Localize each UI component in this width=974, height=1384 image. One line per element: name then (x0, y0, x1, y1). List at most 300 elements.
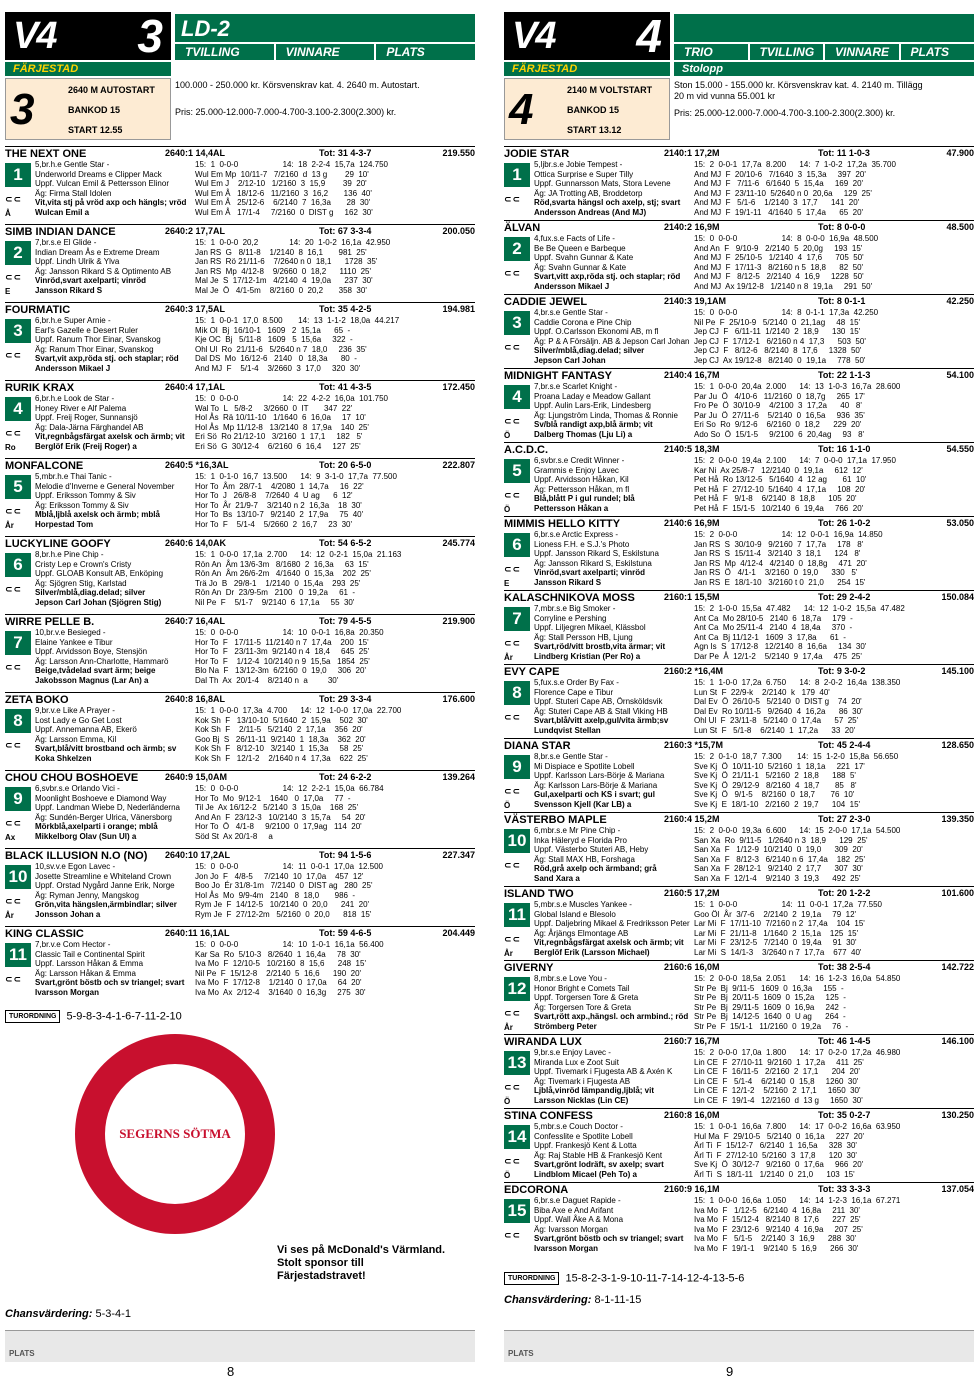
horse-record: 2640:4 17,1AL (165, 382, 226, 392)
horse-info-line: 6,svbr.s.e Credit Winner - (534, 456, 625, 465)
shoe-icon: ⊂⊂ (5, 897, 23, 907)
start-line: Kje OC Bj 5/11-8 1609 5 15,6a 322 - (195, 335, 353, 345)
chans-value: 8-1-11-15 (594, 1294, 642, 1306)
race-bankod: BANKOD 15 (567, 105, 620, 115)
horse-info-line: Sand Xara a (534, 873, 580, 883)
horse-info (35, 940, 195, 998)
horse-record: 2160:8 16,0M (664, 1110, 720, 1120)
start-line: Dal Th Ax 20/1-4 8/2140 n a 30' (195, 675, 339, 685)
horse-starts (195, 238, 475, 296)
sponsor-badge-text: SEGERNS SÖTMA (105, 1064, 245, 1204)
start-number: 9 (504, 755, 530, 779)
horse-info-line: 8,br.h.e Pine Chip - (35, 550, 104, 559)
horse-info (534, 308, 694, 366)
horse-earnings: 101.600 (941, 888, 974, 898)
start-line: Söd St Ax 20/1-8 a (195, 831, 329, 841)
start-line: Wal To L 5/8-2 3/2660 0 IT 347 22' (195, 403, 353, 413)
horse-info-line: Uppf. Torgersen Tore & Greta (534, 993, 639, 1003)
horse-earnings: 172.450 (442, 382, 475, 392)
start-line: Boo Jo Ér 31/8-1m 7/2140 0 DIST ag 280 25' (195, 881, 373, 891)
horse-info-line: Äg: Svahn Gunnar & Kate (534, 262, 627, 272)
horse-record: 2160:7 16,7M (664, 1036, 720, 1046)
turordning (5, 1010, 475, 1026)
horse-info-line: Äg: Jansson Rikard S & Optimento AB (35, 266, 172, 276)
horse-info-line: Äg: P & A Försäljn. AB & Jepson Carl Johan (534, 336, 690, 346)
start-number: 1 (504, 163, 530, 187)
horse-info-line: Grön,vita hängslen,ärmbindlar; silver (35, 900, 177, 910)
chansvardering (504, 1294, 641, 1306)
start-line: Hor To F 5/1-4 5/2660 2 16,7 23 30' (195, 519, 353, 529)
horse-info-line: Andersson Andreas (And MJ) (534, 207, 647, 217)
start-line: Fro Pe Ö 30/10-9 4/2100 3 17,2a 40 8' (694, 401, 862, 411)
start-line: Goo Bj S 26/11-11 9/2140 1 18,3a 362 20' (195, 734, 366, 744)
horse-starts (694, 160, 974, 218)
horse-starts (195, 550, 475, 608)
start-line: Wul Em Å 17/1-4 7/2160 0 DIST g 162 30' (195, 207, 373, 217)
horse-info-line: Moonlight Boshoeve e Diamond Way (35, 793, 167, 803)
start-line: Iva Mo Ax 2/12-4 3/1640 0 16,3g 275 30' (195, 987, 366, 997)
start-line: Ant Ca Mo 25/11-4 2140 4 18,4a 370 - (694, 623, 853, 633)
horse-entry (5, 302, 475, 380)
start-line: Nil Pe F 25/10-9 5/2140 0 21,1ag 48 15' (694, 317, 861, 327)
start-line: Nil Pe F 15/12-8 2/2140 5 16,6 190 20' (195, 968, 362, 978)
start-line: Jan RS Rö 21/11-6 7/2640 n 0 18,1 1728 35' (195, 257, 378, 267)
horse-total: Tot: 29 2-4-2 (818, 592, 871, 602)
horse-info-line: Caddie Corona e Pine Chip (534, 317, 632, 327)
start-line: 15: 0 0-0-0 14: 10 1-0-1 16,1a 56.400 (195, 940, 384, 949)
horse-total: Tot: 46 1-4-5 (818, 1036, 871, 1046)
right-page (504, 0, 974, 1384)
horse-info-line: Uppf. Wall Åke A & Mona (534, 1215, 624, 1225)
horse-info-line: Uppf. Stuteri Cape AB, Örnsköldsvik (534, 697, 663, 707)
stable-code: År (5, 911, 14, 920)
horse-info-line: 5,ljbr.s.e Jobie Tempest - (534, 160, 623, 169)
stable-code: Ö (504, 1097, 511, 1106)
horse-info-line: 9,br.v.e Like A Prayer - (35, 706, 115, 715)
start-line: And MJ F 19/1-11 4/1640 5 17,4a 65 20' (694, 207, 864, 217)
race-number: 4 (509, 85, 534, 134)
horse-entry (504, 516, 974, 590)
horse-earnings: 139.350 (941, 814, 974, 824)
horse-info (534, 1048, 694, 1106)
horse-info-line: Elaine Yankee e Tibur (35, 637, 113, 647)
horse-info (35, 784, 195, 842)
start-line: Jan RS G 8/11-8 1/2140 8 16,1 981 25' (195, 247, 367, 257)
horse-starts (694, 678, 974, 736)
turordning-value: 5-9-8-3-4-1-6-7-11-2-10 (66, 1010, 182, 1023)
start-number: 4 (5, 397, 31, 421)
horse-info-line: Grammis e Enjoy Lavec (534, 465, 619, 475)
start-line: Jan RS S 15/11-4 3/2140 3 18,1 124 8' (694, 549, 861, 559)
shoe-icon: ⊂⊂ (5, 819, 23, 829)
horse-entry (504, 960, 974, 1034)
sponsor-line-2: Stolt sponsor till Färjestadstravet! (277, 1257, 366, 1282)
race-bankod: BANKOD 15 (68, 105, 121, 115)
horse-info-line: Mörkblå,axelparti i orange; mblå (35, 822, 158, 832)
page-number: 8 (227, 1364, 235, 1379)
horse-total: Tot: 35 4-2-5 (319, 304, 372, 314)
horse-info-line: Uppf. Gunnarsson Mats, Stora Levene (534, 179, 671, 189)
start-line: Ant Ca Bj 11/12-1 1609 3 17,8a 61 - (694, 632, 846, 642)
horse-record: 2640:8 16,8AL (165, 694, 226, 704)
horse-info-line: Mblå,ljblå axelsk och ärmb; mblå (35, 510, 160, 520)
horse-info-line: 5,mbr.s.e Couch Doctor - (534, 1122, 623, 1131)
horse-info-line: Jepson Carl Johan (Sjögren Stig) (35, 597, 162, 607)
start-number: 11 (5, 943, 31, 967)
horse-info-line: Äg: Torgersen Tore & Greta (534, 1002, 632, 1012)
start-line: 15: 0 0-0-0 14: 8 0-0-0 16,9a 48.500 (694, 234, 879, 243)
horse-earnings: 142.722 (941, 962, 974, 972)
plats-strip (504, 1330, 974, 1362)
game-banner (175, 14, 475, 60)
horse-info-line: 6,br.h.e Super Arnie - (35, 316, 111, 325)
horse-info-line: Dalberg Thomas (Lju Li) a (534, 429, 633, 439)
horse-info-line: Blå,blått P i gul rundel; blå (534, 494, 635, 504)
start-number: 4 (504, 385, 530, 409)
horse-info-line: 8,mbr.s.e Love You - (534, 974, 607, 983)
start-line: Ant Ca Mo 28/10-5 2140 6 18,7a 179 - (694, 613, 853, 623)
horse-info-line: Svart,blå/vitt axelp,gul/vita ärmb;sv (534, 716, 669, 726)
start-number: 1 (5, 163, 31, 187)
horse-info-line: 9,br.s.e Enjoy Lavec - (534, 1048, 611, 1057)
horse-info-line: Äg: Sjögren Stig, Karlstad (35, 578, 127, 588)
shoe-icon: ⊂⊂ (504, 565, 522, 575)
horse-info-line: Svart,grönt böstb och sv triangel; svart (534, 1234, 684, 1244)
start-number: 2 (504, 237, 530, 261)
race-condition: 100.000 - 250.000 kr. Körsvenskrav kat. 4. 2640 m. Autostart. (175, 80, 420, 90)
chans-label: Chansvärdering: (5, 1308, 93, 1320)
horse-total: Tot: 22 1-1-3 (818, 370, 871, 380)
horse-entry (504, 294, 974, 368)
horse-info-line: Lost Lady e Go Get Lost (35, 715, 122, 725)
start-line: Jan RS S 30/10-9 9/2160 7 17,7a 178 8' (694, 539, 864, 549)
start-line: Iva Mo F 15/12-4 8/2140 8 17,6 227 25' (694, 1215, 861, 1225)
horse-info-line: Uppf. O.Carlsson Ekonomi AB, m fl (534, 327, 659, 337)
horse-info-line: 5,mbr.h.e Thai Tanic - (35, 472, 112, 481)
horse-info-line: Classic Tail e Continental Spirit (35, 949, 145, 959)
start-line: Sve Kj Ö 21/11-1 5/2160 2 18,8 188 5' (694, 771, 856, 781)
shoe-icon: ⊂⊂ (504, 787, 522, 797)
horse-info (534, 1122, 694, 1180)
horse-info-line: Florence Cape e Tibur (534, 687, 614, 697)
stable-code: Ax (5, 833, 16, 842)
horse-total: Tot: 67 3-3-4 (319, 226, 372, 236)
horse-total: Tot: 26 1-0-2 (818, 518, 871, 528)
horse-total: Tot: 33 3-3-3 (818, 1184, 871, 1194)
horse-total: Tot: 24 6-2-2 (319, 772, 372, 782)
horse-info-line: Äg: Ljungström Linda, Thomas & Ronnie (534, 410, 678, 420)
start-line: Wul Em J 2/12-10 1/2160 3 15,9 39 20' (195, 179, 367, 189)
start-line: Jep CJ F 8/12-6 8/2140 8 17,6 1328 50' (694, 346, 862, 356)
horse-name: THE NEXT ONE (5, 148, 87, 160)
left-page (5, 0, 475, 1384)
horse-earnings: 194.981 (442, 304, 475, 314)
horse-info-line: Ivarsson Morgan (534, 1243, 599, 1253)
horse-total: Tot: 29 3-3-4 (319, 694, 372, 704)
horse-starts (694, 974, 974, 1032)
horse-entry (504, 1108, 974, 1182)
start-line: Lun St F 22/9-k 2/2140 k 179 40' (694, 687, 830, 697)
horse-info-line: 7,br.s.e El Glide - (35, 238, 97, 247)
start-number: 15 (504, 1199, 530, 1223)
start-line: Trä Jo B 29/8-1 1/2140 0 15,4a 293 25' (195, 578, 361, 588)
horse-info-line: Silver/mblå,diag.delad; silver (35, 588, 146, 598)
bet-type: VINNARE (274, 44, 375, 60)
horse-info-line: 6,mbr.s.e Mr Pine Chip - (534, 826, 621, 835)
start-line: Hol Ås Mo 9/9-4m 2140 8 18,0 986 - (195, 890, 356, 900)
start-line: 15: 0 0-0-0 14: 12 2-2-1 15,0a 66.784 (195, 784, 384, 793)
sponsor-text (277, 1244, 447, 1283)
horse-info-line: Uppf. Larsson Håkan & Emma (35, 959, 144, 969)
stable-code: Ro (5, 443, 16, 452)
horse-info-line: Ljblå,vinröd lämpandig,ljblå; vit (534, 1086, 655, 1096)
start-line: 15: 2 0-0-1 17,7a 8.200 14: 7 1-0-2 17,2a 35.700 (694, 160, 896, 169)
start-line: Lin CE F 12/1-2 5/2160 2 17,1 1650 30' (694, 1086, 861, 1096)
start-line: Hor To Åm 28/7-1 4/2080 1 14,7a 16 22' (195, 481, 364, 491)
horse-entry (5, 770, 475, 848)
start-line: Pet Hå Ro 13/12-5 5/1640 4 12 ag 61 10' (694, 475, 867, 485)
horse-info-line: Horpestad Tom (35, 519, 94, 529)
horse-earnings: 139.264 (442, 772, 475, 782)
horse-info-line: Ottica Surprise e Super Tilly (534, 169, 634, 179)
start-number: 2 (5, 241, 31, 265)
horse-name: WIRANDA LUX (504, 1036, 582, 1048)
stable-code: E (5, 287, 11, 296)
horse-earnings: 128.650 (941, 740, 974, 750)
race-conditions (175, 80, 475, 118)
race-prizes: Pris: 25.000-12.000-7.000-4.700-3.100-2.300(2.300) kr. (175, 107, 397, 117)
start-line: Hor To F 1/12-4 10/2140 n 9 15,5a 1854 25' (195, 656, 370, 666)
start-line: San Xa F 1/12-9 10/2140 0 19,0 309 20' (694, 845, 863, 855)
start-line: Til Je Ax 16/12-2 5/2140 3 15,0a 168 25' (195, 803, 359, 813)
horse-record: 2640:7 16,4AL (165, 616, 226, 626)
horse-info-line: Uppf. Eriksson Tommy & Siv (35, 491, 136, 501)
start-line: Ohl Ul Ro 21/11-6 5/2640 n 7 18,0 236 35' (195, 344, 367, 354)
horse-record: 2640:3 17,5AL (165, 304, 226, 314)
turordning-value: 15-8-2-3-1-9-10-11-7-14-12-4-13-5-6 (565, 1272, 745, 1285)
start-line: Str Pe F 15/1-1 11/2160 0 19,2a 76 - (694, 1021, 849, 1031)
start-number: 7 (5, 631, 31, 655)
horse-info-line: Strömberg Peter (534, 1021, 597, 1031)
start-line: 15: 2 0-0-0 19,4a 2.100 14: 7 0-0-0 17,1a 17.950 (694, 456, 896, 465)
horse-info-line: Äg: Årjängs Elmontage AB (534, 928, 629, 938)
horse-info-line: Uppf. Freij Roger, Sunnansjö (35, 413, 138, 423)
race-start: START 13.12 (567, 125, 622, 135)
start-line: Ärl Ti S 18/1-11 1/2140 0 21,0 103 15' (694, 1169, 855, 1179)
shoe-icon: ⊂⊂ (504, 935, 522, 945)
horse-record: 2160:5 17,2M (664, 888, 720, 898)
start-line: Sve Kj Ö 9/1-5 8/2160 0 18,7 76 10' (694, 790, 855, 800)
horse-record: 2640:5 *16,3AL (165, 460, 229, 470)
horse-earnings: 54.100 (946, 370, 974, 380)
start-line: 15: 2 0-0-0 17,0a 1.800 14: 17 0-2-0 17,2a 46.980 (694, 1048, 901, 1057)
v4-logo: V4 4 (504, 12, 670, 60)
start-line: Jep CJ F 17/12-1 6/2160 n 4 17,3 503 50' (694, 336, 866, 346)
horse-total: Tot: 8 0-0-0 (818, 222, 866, 232)
start-line: Goo Öl År 3/7-6 2/2140 2 19,1a 79 12' (694, 909, 857, 919)
start-line: Str Pe Bj 20/11-5 1609 0 15,2a 125 - (694, 993, 846, 1003)
horse-entry (5, 458, 475, 536)
bet-type: PLATS (374, 44, 475, 60)
horse-info-line: Berglöf Erik (Larsson Michael) (534, 947, 650, 957)
start-line: 15: 0 0-0-0 14: 8 0-1-1 17,3a 42.250 (694, 308, 879, 317)
horse-total: Tot: 59 4-6-5 (319, 928, 372, 938)
horse-info-line: Uppf. Vulcan Emil & Pettersson Elinor (35, 179, 169, 189)
horse-record: 2640:1 14,4AL (165, 148, 226, 158)
sponsor-badge (75, 1034, 275, 1234)
start-line: Jep CJ F 6/11-11 1/2140 2 18,9 130 15' (694, 327, 861, 337)
horse-info (534, 604, 694, 662)
start-line: Dal Ev Ro 10/11-5 9/2640 4 16,2a 86 30' (694, 706, 863, 716)
horse-info-line: Andersson Mikael J (35, 363, 111, 373)
game-banner (674, 14, 974, 60)
horse-info-line: Andersson Mikael J (534, 281, 610, 291)
horse-info-line: Jansson Rikard S (35, 285, 103, 295)
horse-earnings: 145.100 (941, 666, 974, 676)
horse-starts (694, 752, 974, 810)
horse-entry (504, 1182, 974, 1256)
horse-info-line: Koka Shkelzen (35, 753, 92, 763)
stable-code: År (5, 521, 14, 530)
horse-info-line: Silver/mblå,diag.delad; silver (534, 346, 645, 356)
start-line: 15: 1 0-0-1 17,0 8.500 14: 13 1-1-2 18,0a 44.217 (195, 316, 400, 325)
horse-info-line: Mikkelborg Olav (Sun Ul) a (35, 831, 137, 841)
start-line: Mal Je S 17/12-1m 4/2140 4 19,0a 237 30' (195, 276, 373, 286)
shoe-icon: ⊂⊂ (504, 1083, 522, 1093)
start-number: 8 (504, 681, 530, 705)
horse-starts (195, 784, 475, 842)
start-line: Dal Ev Ö 26/10-5 5/2140 0 DIST g 74 20' (694, 697, 862, 707)
horse-info (35, 316, 195, 374)
horse-earnings: 42.250 (946, 296, 974, 306)
turordning-label: TURORDNING (504, 1272, 559, 1285)
start-line: Iva Mo F 23/12-6 9/2140 4 16,9a 207 25' (694, 1224, 863, 1234)
start-line: 15: 2 0-1-0 18,7 7.300 14: 15 1-2-0 15,8a 56.650 (694, 752, 899, 761)
start-line: Hol Ås Mp 11/12-8 13/2140 8 17,9a 140 25' (195, 422, 369, 432)
horse-info-line: Uppf. Liljegren Mikael, Klässbol (534, 623, 646, 633)
start-line: 15: 1 0-0-0 20,2 14: 20 1-0-2 16,1a 42.950 (195, 238, 391, 247)
horse-info-line: Mi Dispiace e Spotlite Lobell (534, 761, 635, 771)
start-line: Str Pe Bj 9/11-5 1609 0 16,3a 155 - (694, 983, 844, 993)
horse-info-line: Jakobsson Magnus (Lar An) a (35, 675, 149, 685)
stable-code: År (504, 1023, 513, 1032)
race-distance: 2140 M VOLTSTART (567, 85, 653, 95)
shoe-icon: ⊂⊂ (5, 975, 23, 985)
horse-info (35, 472, 195, 530)
horse-starts (694, 456, 974, 514)
bet-type: PLATS (899, 44, 974, 60)
horse-info-line: Äg: Tivemark i Fjugesta AB (534, 1076, 631, 1086)
shoe-icon: ⊂⊂ (5, 507, 23, 517)
horse-record: 2140:5 18,3M (664, 444, 720, 454)
start-line: Par Ju Ö 27/11-6 5/2140 0 16,5a 936 35' (694, 410, 865, 420)
horse-name: STINA CONFESS (504, 1110, 593, 1122)
start-line: And MJ F 7/11-6 6/1640 5 15,4a 169 20' (694, 179, 864, 189)
horse-info-line: Uppf. Aulin Lars-Erik, Lindesberg (534, 401, 651, 411)
horse-info-line: Vinröd,svart axelparti; vinröd (35, 276, 146, 286)
horse-info-line: Äg: Jansson Rikard S, Eskilstuna (534, 558, 652, 568)
horse-name: DIANA STAR (504, 740, 571, 752)
v4-logo: V4 3 (5, 12, 171, 60)
horse-entry (5, 224, 475, 302)
horse-name: EDCORONA (504, 1184, 569, 1196)
horse-info-line: Äg: Dala-Järna Färghandel AB (35, 422, 144, 432)
horse-info (534, 456, 694, 514)
start-line: 15: 2 0-0-0 19,3a 6.600 14: 15 2-0-0 17,1a 54.500 (694, 826, 901, 835)
horse-info-line: 5,br.h.e Gentle Star - (35, 160, 110, 169)
horse-info-line: Äg: Stall Persson HB, Ljung (534, 632, 633, 642)
horse-info (534, 900, 694, 958)
start-line: Sve Kj E 18/1-10 2/2160 2 19,7 104 15' (694, 799, 861, 809)
horse-info-line: Uppf. Daljebring Mikael & Fredriksson Peter (534, 919, 690, 929)
horse-starts (694, 382, 974, 440)
start-line: Str Pe Bj 29/11-5 1609 0 16,9a 242 - (694, 1002, 846, 1012)
horse-name: VÄSTERBO MAPLE (504, 814, 607, 826)
horse-info-line: Biba Axe e And Arifant (534, 1205, 614, 1215)
shoe-icon: ⊂⊂ (5, 273, 23, 283)
start-line: Jan RS E 18/1-10 3/2160 t 0 21,0 254 15' (694, 577, 866, 587)
horse-info-line: 6,svbr.s.e Orlando Vici - (35, 784, 120, 793)
start-line: Kok Sh F 12/1-2 2/1640 n 4 17,3a 622 25' (195, 753, 368, 763)
page-number: 9 (726, 1364, 734, 1379)
horse-name: RURIK KRAX (5, 382, 75, 394)
horse-earnings: 54.550 (946, 444, 974, 454)
horse-info-line: Berglöf Erik (Freij Roger) a (35, 441, 137, 451)
stable-code: Ö (504, 1171, 511, 1180)
horse-starts (694, 604, 974, 662)
start-line: Iva Mo F 19/1-1 9/2140 5 16,9 266 30' (694, 1243, 859, 1253)
shoe-icon: ⊂⊂ (504, 1157, 522, 1167)
start-number: 11 (504, 903, 530, 927)
horse-info-line: Inka Häleryd e Florida Pro (534, 835, 627, 845)
start-line: Lar Mi S 14/1-3 3/2640 n 7 17,7a 677 40' (694, 947, 862, 957)
race-condition-2: 20 m vid vunna 55.001 kr (674, 91, 776, 101)
horse-info-line: Vit,regnbågsfärgat axelsk och ärmb; vit (35, 432, 185, 442)
start-line: Ärl Ti F 15/12-7 6/2140 1 16,5a 328 30' (694, 1141, 857, 1151)
horse-info (534, 382, 694, 440)
start-line: Lin CE F 27/10-11 9/2160 1 17,2a 411 25' (694, 1057, 864, 1067)
bet-types (175, 42, 475, 60)
horse-name: KING CLASSIC (5, 928, 84, 940)
stable-code: Ö (504, 431, 511, 440)
horse-info (35, 628, 195, 686)
horse-name: BLACK ILLUSION N.O (NO) (5, 850, 148, 862)
start-line: Hor To Ö 4/1-8 9/2100 0 17,9ag 114 20' (195, 822, 362, 832)
turordning-label: TURORDNING (5, 1010, 60, 1023)
horse-record: 2160:6 16,0M (664, 962, 720, 972)
horse-total: Tot: 27 2-3-0 (818, 814, 871, 824)
horse-info-line: Uppf. Arvidsson Håkan, Kil (534, 475, 629, 485)
horse-entry (5, 614, 475, 692)
horse-info-line: 6,br.h.e Look de Star - (35, 394, 115, 403)
horse-info-line: Äg: Eriksson Tommy & Siv (35, 500, 129, 510)
start-line: Mal Je Ö 4/1-5m 8/2160 0 20,2 358 30' (195, 285, 367, 295)
shoe-icon: ⊂⊂ (504, 861, 522, 871)
shoe-icon: ⊂⊂ (504, 269, 522, 279)
horse-record: 2160:1 15,5M (664, 592, 720, 602)
horse-earnings: 200.050 (442, 226, 475, 236)
shoe-icon: ⊂⊂ (5, 429, 23, 439)
horse-total: Tot: 31 4-3-7 (319, 148, 372, 158)
horse-record: 2640:6 14,0AK (165, 538, 227, 548)
start-line: Lin CE F 19/1-4 12/2160 d 13 g 1650 30' (694, 1095, 863, 1105)
start-line: Lin CE F 5/1-4 6/2140 0 15,8 1260 30' (694, 1076, 859, 1086)
stable-code: Å (5, 209, 11, 218)
start-line: Kar Sa Ro 5/10-3 8/2640 1 16,4a 78 30' (195, 949, 361, 959)
horse-info (534, 530, 694, 588)
horse-info-line: Jansson Rikard S (534, 577, 602, 587)
start-line: And MJ F 23/11-10 5/2640 n 0 20,6a 129 25' (694, 188, 872, 198)
